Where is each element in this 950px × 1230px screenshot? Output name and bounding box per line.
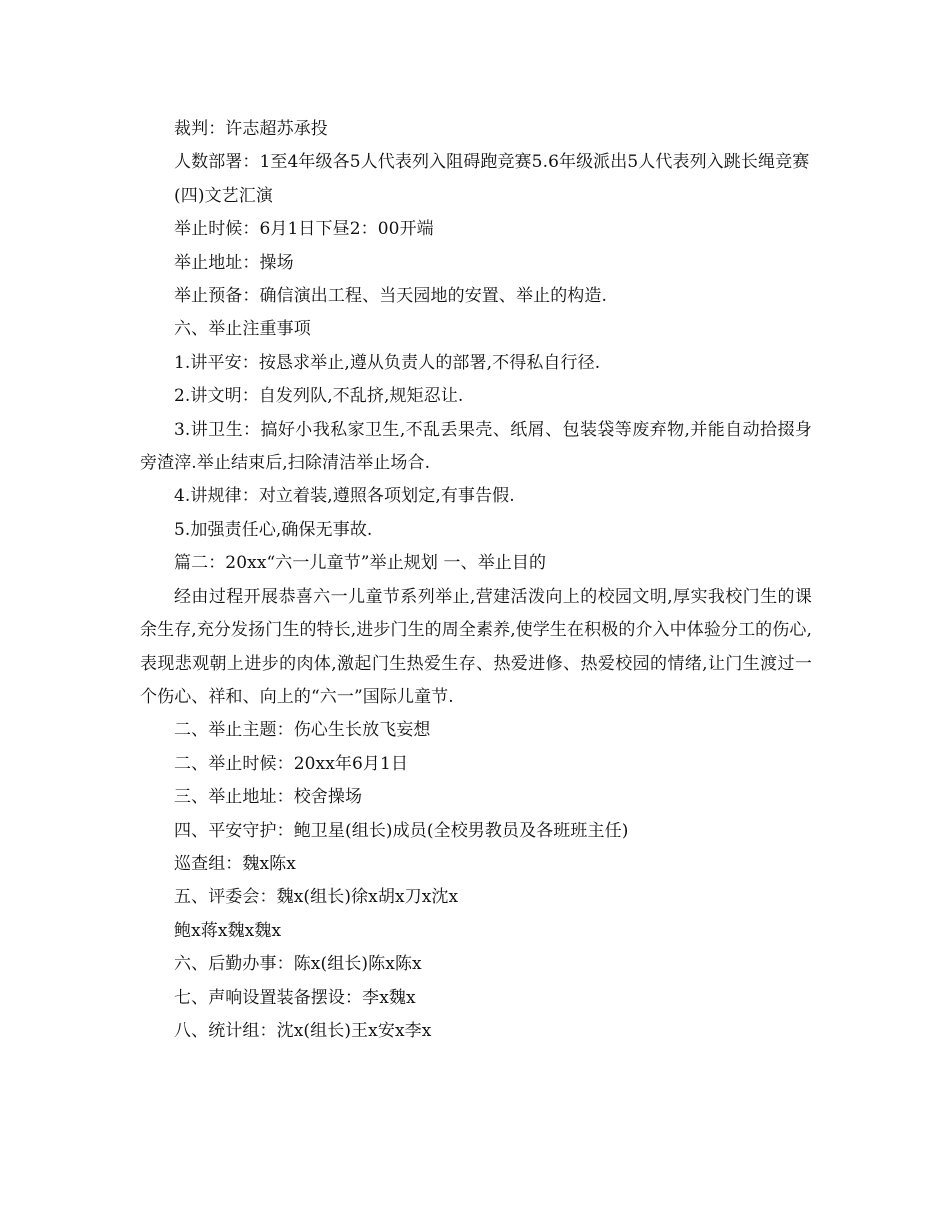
paragraph-sound-equipment: 七、声响设置装备摆设：李x魏x — [174, 987, 416, 1008]
paragraph-note-safety: 1.讲平安：按恳求举止,遵从负责人的部署,不得私自行径. — [174, 352, 601, 373]
paragraph-participants: 人数部署：1至4年级各5人代表列入阻碍跑竞赛5.6年级派出5人代表列入跳长绳竞赛 — [174, 152, 810, 173]
paragraph-note-responsibility: 5.加强责任心,确保无事故. — [174, 519, 373, 540]
paragraph-section-performance: (四)文艺汇演 — [174, 185, 273, 206]
paragraph-performance-time: 举止时候：6月1日下昼2：00开端 — [174, 219, 434, 240]
document-body — [140, 113, 812, 1048]
paragraph-time: 二、举止时候：20xx年6月1日 — [174, 753, 409, 774]
paragraph-security: 四、平安守护：鲍卫星(组长)成员(全校男教员及各班班主任) — [174, 820, 629, 841]
paragraph-patrol: 巡查组：魏x陈x — [174, 853, 296, 874]
paragraph-referee: 裁判：许志超苏承投 — [174, 119, 328, 139]
paragraph-part-two-heading: 篇二：20xx“六一儿童节”举止规划 一、举止目的 — [174, 553, 547, 574]
paragraph-location: 三、举止地址：校舍操场 — [174, 787, 363, 808]
paragraph-performance-location: 举止地址：操场 — [174, 252, 294, 273]
paragraph-purpose: 经由过程开展恭喜六一儿童节系列举止,营建活泼向上的校园文明,厚实我校门生的课余生存,充分发扬门生的特长,进步门生的周全素养,使学生在积极的介入中体验分工的伤心,表现悲观朝上进步的肉体,激起门生热爱生存、热爱进修、热爱校园的情绪,让门生渡过一个伤心、祥和、向上的“六一”国际儿童节. — [140, 586, 812, 707]
paragraph-statistics: 八、统计组：沈x(组长)王x安x李x — [174, 1020, 432, 1041]
paragraph-judges-continued: 鲍x蒋x魏x魏x — [174, 920, 282, 941]
paragraph-note-civility: 2.讲文明：自发列队,不乱挤,规矩忍让. — [174, 386, 464, 407]
paragraph-note-discipline: 4.讲规律：对立着装,遵照各项划定,有事告假. — [174, 486, 515, 507]
paragraph-logistics: 六、后勤办事：陈x(组长)陈x陈x — [174, 954, 422, 975]
paragraph-note-hygiene: 3.讲卫生：搞好小我私家卫生,不乱丢果壳、纸屑、包装袋等废弃物,并能自动拾掇身旁渣滓.举止结束后,扫除清洁举止场合. — [140, 419, 812, 474]
paragraph-judges: 五、评委会：魏x(组长)徐x胡x刀x沈x — [174, 887, 459, 908]
paragraph-performance-preparation: 举止预备：确信演出工程、当天园地的安置、举止的构造. — [174, 286, 608, 307]
paragraph-section-notes: 六、举止注重事项 — [174, 319, 311, 340]
paragraph-theme: 二、举止主题：伤心生长放飞妄想 — [174, 720, 431, 741]
